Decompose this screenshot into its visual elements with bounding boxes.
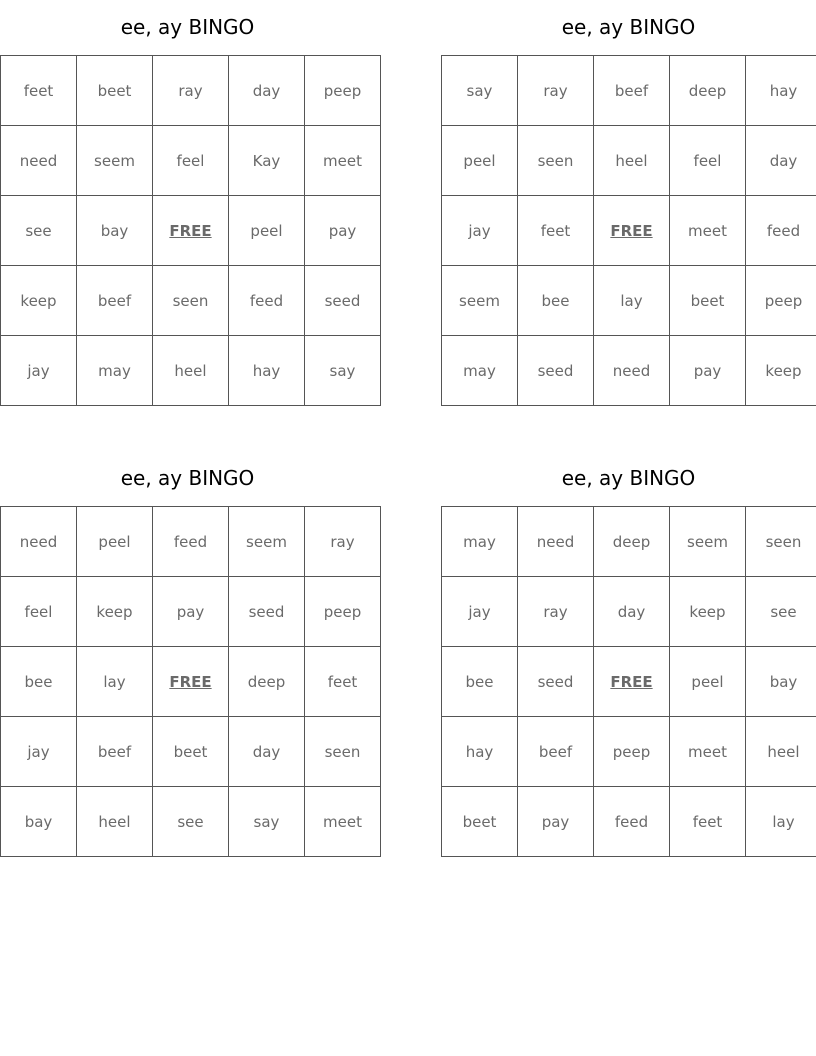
free-space-cell: FREE — [594, 647, 670, 717]
bingo-cell: beet — [153, 717, 229, 787]
grid-row — [1, 717, 381, 787]
grid-row — [1, 336, 381, 406]
bingo-cell: jay — [1, 336, 77, 406]
bingo-cell: ray — [518, 56, 594, 126]
bingo-cell: seem — [442, 266, 518, 336]
bingo-cell: peel — [670, 647, 746, 717]
bingo-cell: seed — [305, 266, 381, 336]
bingo-cell: meet — [305, 126, 381, 196]
bingo-grid — [441, 506, 816, 857]
bingo-cell: beet — [77, 56, 153, 126]
bingo-cell: say — [305, 336, 381, 406]
bingo-cell: beef — [594, 56, 670, 126]
bingo-grid — [0, 506, 381, 857]
bingo-cell: heel — [746, 717, 816, 787]
bingo-cell: day — [229, 56, 305, 126]
bingo-cell: ray — [305, 507, 381, 577]
grid-row — [442, 266, 816, 336]
bingo-cell: may — [442, 336, 518, 406]
bingo-cell: hay — [229, 336, 305, 406]
bingo-cell: see — [153, 787, 229, 857]
grid-row — [1, 647, 381, 717]
card-title: ee, ay BINGO — [120, 466, 255, 490]
bingo-cell: feet — [670, 787, 746, 857]
grid-row — [442, 196, 816, 266]
bingo-cell: deep — [229, 647, 305, 717]
bingo-cell: seed — [518, 647, 594, 717]
grid-row — [442, 787, 816, 857]
bingo-cell: beef — [77, 717, 153, 787]
bingo-cell: meet — [305, 787, 381, 857]
bingo-cell: lay — [746, 787, 816, 857]
bingo-cell: meet — [670, 717, 746, 787]
bingo-cell: deep — [670, 56, 746, 126]
bingo-cell: peep — [746, 266, 816, 336]
grid-row — [1, 266, 381, 336]
bingo-cell: beef — [77, 266, 153, 336]
bingo-cell: say — [229, 787, 305, 857]
bingo-cell: seed — [229, 577, 305, 647]
bingo-cell: heel — [77, 787, 153, 857]
bingo-card-4 — [441, 451, 816, 857]
bingo-cell: feed — [594, 787, 670, 857]
bingo-cell: feel — [153, 126, 229, 196]
bingo-cell: beet — [670, 266, 746, 336]
bingo-cell: may — [442, 507, 518, 577]
bingo-cell: pay — [153, 577, 229, 647]
bingo-cell: ray — [518, 577, 594, 647]
card-title: ee, ay BINGO — [561, 15, 696, 39]
bingo-cell: feed — [746, 196, 816, 266]
bingo-cell: Kay — [229, 126, 305, 196]
bingo-cell: hay — [442, 717, 518, 787]
bingo-cell: seem — [229, 507, 305, 577]
grid-row — [1, 56, 381, 126]
bingo-cell: peel — [77, 507, 153, 577]
free-space-cell: FREE — [153, 196, 229, 266]
bingo-cell: bay — [77, 196, 153, 266]
bingo-cell: seen — [746, 507, 816, 577]
bingo-cell: may — [77, 336, 153, 406]
bingo-cell: lay — [594, 266, 670, 336]
card-title: ee, ay BINGO — [120, 15, 255, 39]
grid-row — [442, 647, 816, 717]
bingo-cell: bee — [518, 266, 594, 336]
bingo-cell: pay — [518, 787, 594, 857]
bingo-cell: seed — [518, 336, 594, 406]
bingo-cell: keep — [77, 577, 153, 647]
bingo-cell: say — [442, 56, 518, 126]
bingo-card-2 — [441, 0, 816, 406]
bingo-cell: feet — [305, 647, 381, 717]
bingo-cell: bay — [746, 647, 816, 717]
bingo-cell: bee — [1, 647, 77, 717]
bingo-cell: peel — [229, 196, 305, 266]
bingo-cell: beef — [518, 717, 594, 787]
bingo-cell: feel — [670, 126, 746, 196]
bingo-cell: peel — [442, 126, 518, 196]
grid-row — [442, 507, 816, 577]
bingo-cell: feed — [229, 266, 305, 336]
bingo-cell: heel — [153, 336, 229, 406]
bingo-cell: seem — [77, 126, 153, 196]
grid-row — [1, 507, 381, 577]
grid-row — [1, 787, 381, 857]
bingo-cell: seem — [670, 507, 746, 577]
bingo-cell: jay — [442, 196, 518, 266]
bingo-cell: feet — [1, 56, 77, 126]
bingo-grid — [441, 55, 816, 406]
bingo-cell: need — [518, 507, 594, 577]
card-title: ee, ay BINGO — [561, 466, 696, 490]
bingo-cell: feel — [1, 577, 77, 647]
bingo-cell: bay — [1, 787, 77, 857]
bingo-cell: seen — [153, 266, 229, 336]
bingo-cell: need — [594, 336, 670, 406]
bingo-cell: peep — [305, 56, 381, 126]
bingo-cell: ray — [153, 56, 229, 126]
grid-row — [442, 717, 816, 787]
bingo-cell: beet — [442, 787, 518, 857]
bingo-cell: keep — [1, 266, 77, 336]
bingo-cell: seen — [305, 717, 381, 787]
bingo-cell: meet — [670, 196, 746, 266]
bingo-cell: seen — [518, 126, 594, 196]
grid-row — [442, 577, 816, 647]
bingo-cell: lay — [77, 647, 153, 717]
bingo-cell: see — [1, 196, 77, 266]
free-space-cell: FREE — [153, 647, 229, 717]
bingo-cell: feet — [518, 196, 594, 266]
grid-row — [442, 126, 816, 196]
bingo-cell: jay — [442, 577, 518, 647]
grid-row — [1, 196, 381, 266]
bingo-cell: keep — [670, 577, 746, 647]
bingo-cell: need — [1, 507, 77, 577]
bingo-cell: peep — [305, 577, 381, 647]
bingo-cell: deep — [594, 507, 670, 577]
bingo-cell: day — [594, 577, 670, 647]
grid-row — [1, 577, 381, 647]
bingo-grid — [0, 55, 381, 406]
bingo-cell: pay — [670, 336, 746, 406]
bingo-card-1 — [0, 0, 375, 406]
bingo-cell: need — [1, 126, 77, 196]
bingo-cell: feed — [153, 507, 229, 577]
bingo-cell: hay — [746, 56, 816, 126]
bingo-cell: bee — [442, 647, 518, 717]
grid-row — [442, 56, 816, 126]
grid-row — [442, 336, 816, 406]
bingo-cell: pay — [305, 196, 381, 266]
bingo-cell: heel — [594, 126, 670, 196]
bingo-cell: day — [746, 126, 816, 196]
bingo-cell: keep — [746, 336, 816, 406]
bingo-card-3 — [0, 451, 375, 857]
bingo-cell: peep — [594, 717, 670, 787]
free-space-cell: FREE — [594, 196, 670, 266]
bingo-cell: see — [746, 577, 816, 647]
bingo-cell: jay — [1, 717, 77, 787]
bingo-cell: day — [229, 717, 305, 787]
grid-row — [1, 126, 381, 196]
